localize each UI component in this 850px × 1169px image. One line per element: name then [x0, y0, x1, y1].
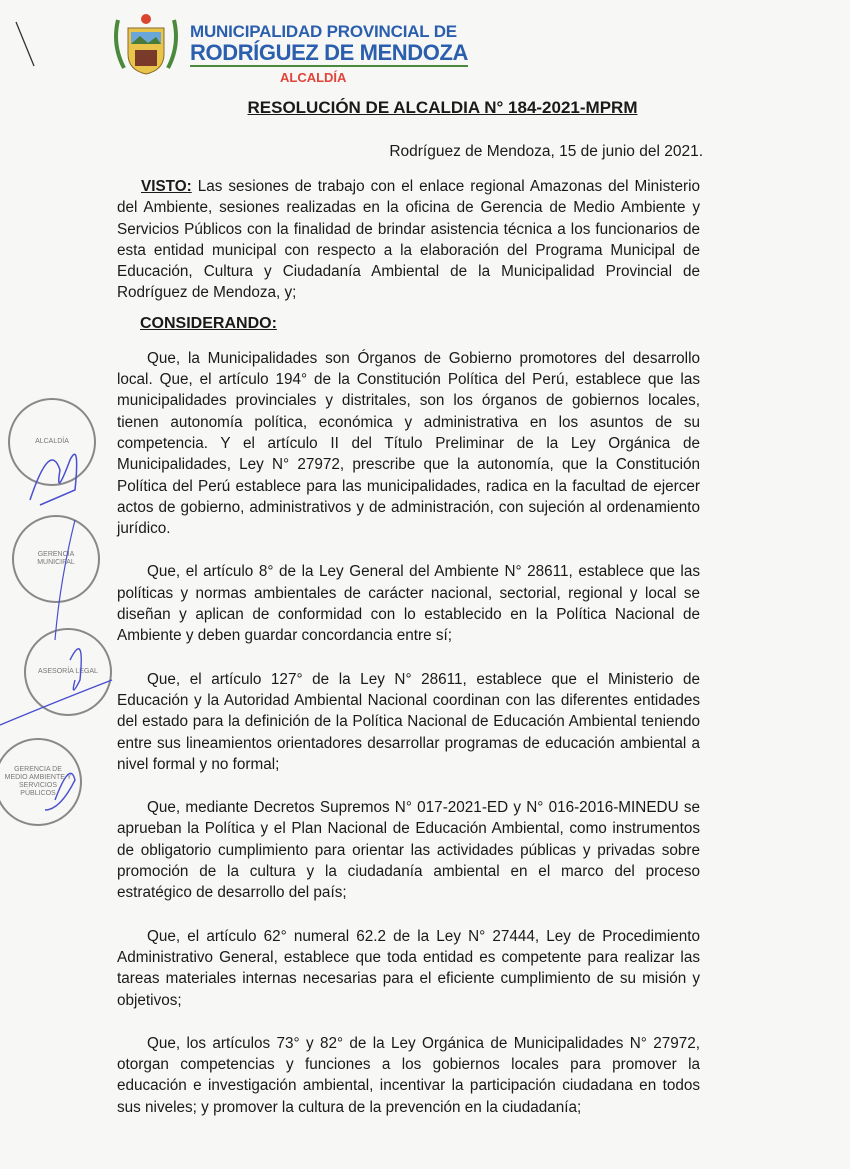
stamp-asesoria-legal: ASESORÍA LEGAL: [24, 628, 112, 716]
considerando-heading: CONSIDERANDO:: [140, 314, 277, 332]
org-name-line1: MUNICIPALIDAD PROVINCIAL DE: [190, 22, 457, 41]
considerando-paragraph-6: Que, los artículos 73° y 82° de la Ley Orgánica de Municipalidades N° 27972, otorgan competencias y funciones a los gobiernos locales para promover la educación e investigación ambiental, incentivar la participación ciudadana en todos sus niveles; y promover la cultura de la prevención en la ciudadanía;: [117, 1034, 700, 1116]
visto-paragraph: [117, 176, 700, 304]
considerando-paragraph-5: Que, el artículo 62° numeral 62.2 de la Ley N° 27444, Ley de Procedimiento Administrativo General, establece que toda entidad es competente para realizar las tareas materiales internas necesarias para el eficiente cumplimiento de su misión y objetivos;: [117, 927, 700, 1009]
org-name-line2: RODRÍGUEZ DE MENDOZA: [190, 40, 469, 65]
considerando-paragraph-4: Que, mediante Decretos Supremos N° 017-2021-ED y N° 016-2016-MINEDU se aprueban la Política y el Plan Nacional de Educación Ambiental, como instrumentos de obligatorio cumplimiento para orientar las actividades públicas y privadas sobre promoción de la cultura y la ciudadanía ambiental en el marco del proceso estratégico de desarrollo del país;: [117, 799, 700, 902]
municipal-coat-of-arms-logo: [110, 10, 182, 76]
org-office: ALCALDÍA: [280, 70, 347, 85]
stamp-gerencia-municipal: GERENCIA MUNICIPAL: [12, 515, 100, 603]
document-body: [117, 176, 700, 1118]
stamp-gerencia-medio-ambiente: GERENCIA DE MEDIO AMBIENTE Y SERVICIOS PÚBLICOS: [0, 738, 82, 826]
visto-label: VISTO:: [141, 178, 192, 195]
stamp-alcaldia: ALCALDÍA: [8, 398, 96, 486]
document-title: RESOLUCIÓN DE ALCALDIA N° 184-2021-MPRM: [247, 98, 638, 117]
considerando-paragraph-2: Que, el artículo 8° de la Ley General del Ambiente N° 28611, establece que las políticas y normas ambientales de carácter nacional, sectorial, regional y local se diseñan y aplican de conformidad con lo establecido en la Política Nacional de Ambiente y deben guardar concordancia entre sí;: [117, 563, 700, 645]
document-date: Rodríguez de Mendoza, 15 de junio del 2021.: [389, 143, 703, 160]
scan-mark: [14, 20, 36, 68]
signatures: [0, 380, 115, 840]
visto-text: Las sesiones de trabajo con el enlace regional Amazonas del Ministerio del Ambiente, sesiones realizadas en la oficina de Gerencia de Medio Ambiente y Servicios Públicos con la finalidad de brindar asistencia técnica a los funcionarios de esta entidad municipal con respecto a la elaboración del Programa Municipal de Educación, Cultura y Ciudadanía Ambiental de la Municipalidad Provincial de Rodríguez de Mendoza, y;: [117, 178, 700, 302]
considerando-paragraph-1: Que, la Municipalidades son Órganos de Gobierno promotores del desarrollo local. Que, el artículo 194° de la Constitución Política del Perú, establece que las municipalidades provinciales y distritales, son los órganos de gobiernos locales, tienen autonomía política, económica y administrativa en los asuntos de su competencia. Y el artículo II del Título Preliminar de la Ley Orgánica de Municipalidades, Ley N° 27972, prescribe que la autonomía, que la Constitución Política del Perú establece para las municipalidades, radica en la facultad de ejercer actos de gobierno, administrativos y de administración, con sujeción al ordenamiento jurídico.: [117, 349, 700, 538]
considerando-paragraph-3: Que, el artículo 127° de la Ley N° 28611, establece que el Ministerio de Educación y la Autoridad Ambiental Nacional coordinan con las diferentes entidades del estado para la definición de la Política Nacional de Educación Ambiental teniendo entre sus lineamientos orientadores desarrollar programas de educación ambiental a nivel formal y no formal;: [117, 670, 700, 773]
